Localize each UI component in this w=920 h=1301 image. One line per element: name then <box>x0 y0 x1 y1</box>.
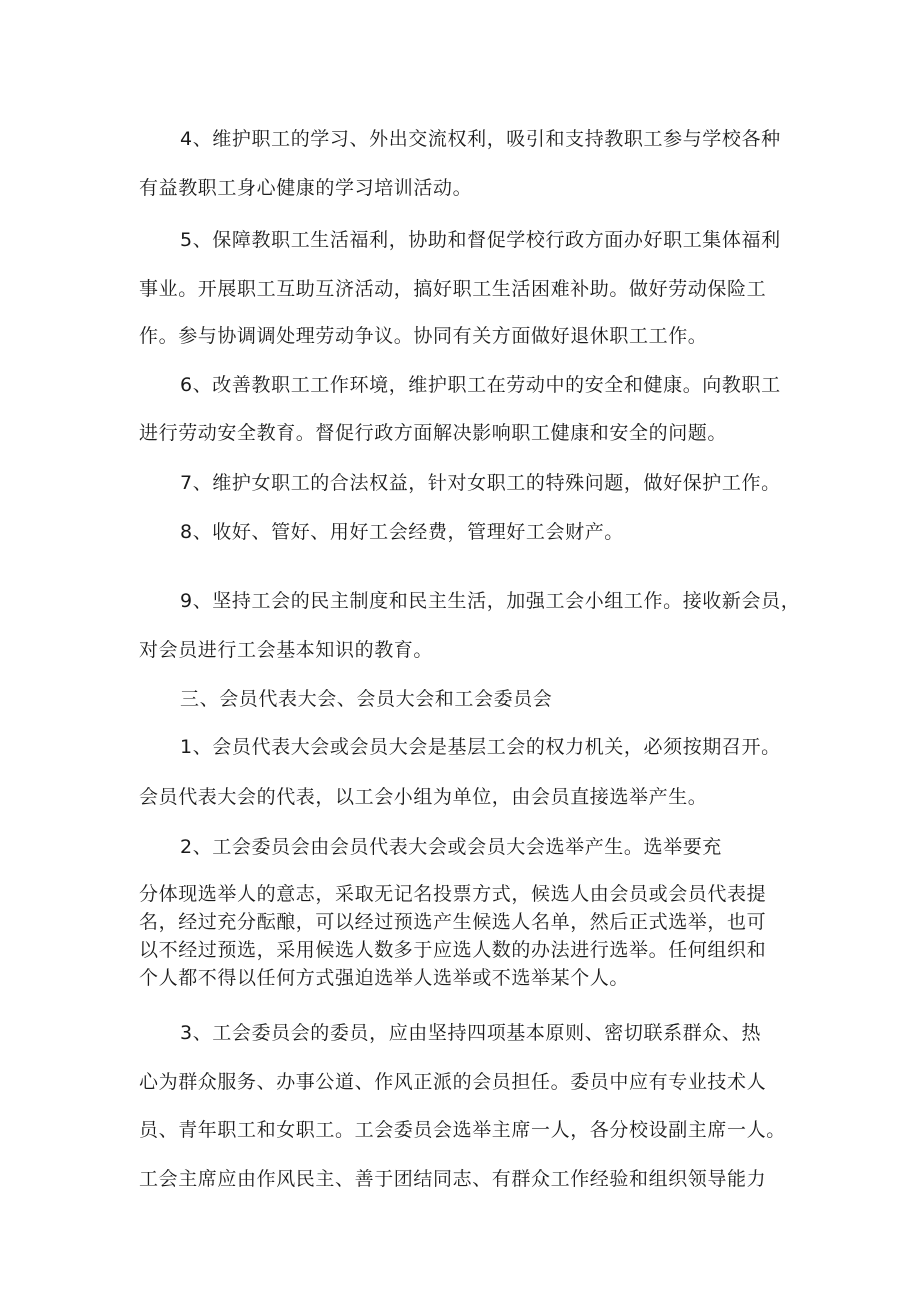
text-line: 进行劳动安全教育。督促行政方面解决影响职工健康和安全的问题。 <box>139 422 728 444</box>
text-line: 个人都不得以任何方式强迫选举人选举或不选举某个人。 <box>139 967 630 989</box>
text-line: 1、会员代表大会或会员大会是基层工会的权力机关，必须按期召开。 <box>180 736 781 758</box>
text-line: 4、维护职工的学习、外出交流权利，吸引和支持教职工参与学校各种 <box>180 128 781 150</box>
text-line: 5、保障教职工生活福利，协助和督促学校行政方面办好职工集体福利 <box>180 229 781 251</box>
text-line: 作。参与协调调处理劳动争议。协同有关方面做好退休职工工作。 <box>139 325 708 347</box>
text-line: 以不经过预选，采用候选人数多于应选人数的办法进行选举。任何组织和 <box>139 939 767 961</box>
text-line: 3、工会委员会的委员，应由坚持四项基本原则、密切联系群众、热 <box>180 1022 762 1044</box>
text-line: 心为群众服务、办事公道、作风正派的会员担任。委员中应有专业技术人 <box>139 1071 767 1093</box>
text-line: 员、青年职工和女职工。工会委员会选举主席一人，各分校设副主席一人。 <box>139 1119 786 1141</box>
text-line: 8、收好、管好、用好工会经费，管理好工会财产。 <box>180 521 624 543</box>
text-line: 名，经过充分酝酿，可以经过预选产生候选人名单，然后正式选举，也可 <box>139 911 767 933</box>
text-line: 2、工会委员会由会员代表大会或会员大会选举产生。选举要充 <box>180 836 722 858</box>
text-line: 事业。开展职工互助互济活动，搞好职工生活困难补助。做好劳动保险工 <box>139 278 767 300</box>
text-line: 有益教职工身心健康的学习培训活动。 <box>139 177 473 199</box>
text-line: 工会主席应由作风民主、善于团结同志、有群众工作经验和组织领导能力 <box>139 1168 767 1190</box>
text-line: 7、维护女职工的合法权益，针对女职工的特殊问题，做好保护工作。 <box>180 472 781 494</box>
text-line: 分体现选举人的意志，采取无记名投票方式，候选人由会员或会员代表提 <box>139 883 767 905</box>
text-line: 6、改善教职工工作环境，维护职工在劳动中的安全和健康。向教职工 <box>180 374 781 396</box>
text-line: 对会员进行工会基本知识的教育。 <box>139 639 434 661</box>
text-line: 会员代表大会的代表，以工会小组为单位，由会员直接选举产生。 <box>139 786 708 808</box>
text-line: 9、坚持工会的民主制度和民主生活，加强工会小组工作。接收新会员， <box>180 590 801 612</box>
section-heading: 三、会员代表大会、会员大会和工会委员会 <box>180 688 553 710</box>
